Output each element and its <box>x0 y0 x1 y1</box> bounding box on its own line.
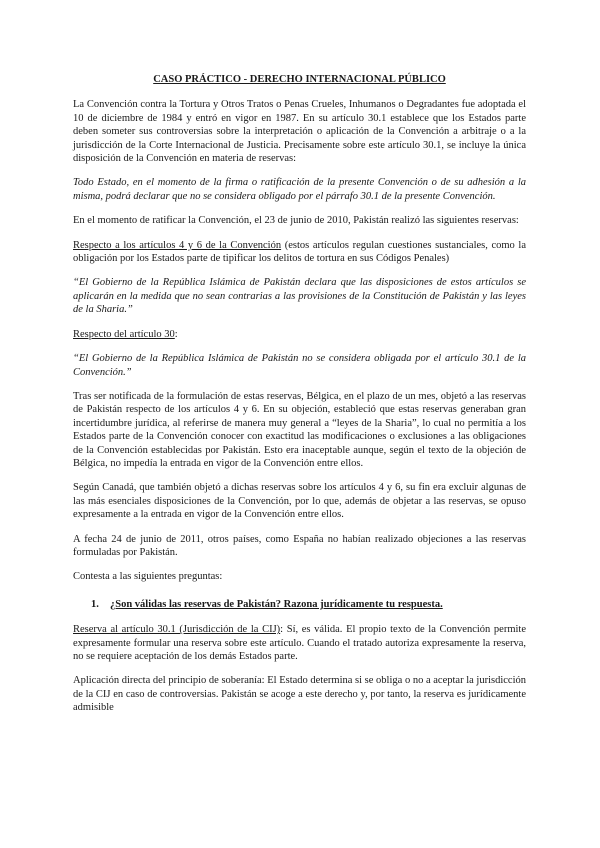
reserve2-colon: : <box>174 328 178 340</box>
question-1 <box>73 598 526 611</box>
reserve1-note: (estos artículos regulan cuestiones sustanciales, como la obligación por los Estados parte de tipificar los delitos de tortura en sus Códigos Penales) <box>73 239 526 265</box>
belgium-paragraph: Tras ser notificada de la formulación de estas reservas, Bélgica, en el plazo de un mes, objetó a las reservas de Pakistán respecto de los artículos 4 y 6. En su objeción, estableció que estas reservas generaban gran incertidumbre jurídica, al referirse de manera muy general a “leyes de la Sharia”, lo cual no permitía a los Estados parte de la Convención conocer con exactitud las modificaciones o exclusiones a las obligaciones de la Convención establecidas por Pakistán. Esto era inaceptable aunque, según el texto de la objeción de Bélgica, no impedía la entrada en vigor de la Convención entre ellos. <box>73 390 526 469</box>
reserve2-quote: “El Gobierno de la República Islámica de Pakistán no se considera obligada por el artículo 30.1 de la Convención.” <box>73 353 526 378</box>
document-title: CASO PRÁCTICO - DERECHO INTERNACIONAL PÚBLICO <box>153 74 446 85</box>
reserve2-paragraph <box>73 328 526 341</box>
date-paragraph: A fecha 24 de junio de 2011, otros países, como España no habían realizado objeciones a las reservas formuladas por Pakistán. <box>73 533 526 558</box>
answer-1-text: : Sí, es válida. El propio texto de la Convención permite expresamente formular una reserva sobre este artículo. Cuando el tratado autoriza expresamente la reserva, no se requiere aceptación de los demás Estados parte. <box>73 624 526 662</box>
reserve1-quote: “El Gobierno de la República Islámica de Pakistán declara que las disposiciones de estos artículos se aplicarán en la medida que no sean contrarias a las provisiones de la Constitución de Pakistán y las leyes de la Sharia.” <box>73 277 526 316</box>
question-1-number: 1. <box>91 598 99 610</box>
question-1-text: ¿Son válidas las reservas de Pakistán? Razona jurídicamente tu respuesta. <box>110 598 443 610</box>
article-quote: Todo Estado, en el momento de la firma o ratificación de la presente Convención o de su adhesión a la misma, podrá declarar que no se considera obligado por el párrafo 30.1 de la presente Convención. <box>73 177 526 202</box>
answer-1-paragraph <box>73 623 526 663</box>
intro-paragraph: La Convención contra la Tortura y Otros Tratos o Penas Crueles, Inhumanos o Degradantes fue adoptada el 10 de diciembre de 1984 y entró en vigor en 1987. En su artículo 30.1 establece que los Estados parte deben someter sus controversias sobre la interpretación o aplicación de la Convención a arbitraje o a la jurisdicción de la Corte Internacional de Justicia. Precisamente sobre este artículo 30.1, se incluye la única disposición de la Convención en materia de reservas: <box>73 99 526 165</box>
answer-2-paragraph: Aplicación directa del principio de soberanía: El Estado determina si se obliga o no a aceptar la jurisdicción de la CIJ en caso de controversias. Pakistán se acoge a este derecho y, por tanto, la reserva es jurídicamente admisible <box>73 675 526 714</box>
instruction-paragraph: Contesta a las siguientes preguntas: <box>73 571 223 583</box>
reserve1-heading: Respecto a los artículos 4 y 6 de la Convención <box>73 239 282 251</box>
ratification-paragraph: En el momento de ratificar la Convención, el 23 de junio de 2010, Pakistán realizó las siguientes reservas: <box>73 215 519 227</box>
answer-1-lead: Reserva al artículo 30.1 (Jurisdicción de la CIJ) <box>73 624 281 636</box>
document-body <box>73 73 526 726</box>
canada-paragraph: Según Canadá, que también objetó a dichas reservas sobre los artículos 4 y 6, su fin era excluir algunas de las más esenciales disposiciones de la Convención, por lo que, además de objetar a las reservas, se opuso expresamente a la entrada en vigor de la Convención entre ellos. <box>73 482 526 521</box>
reserve1-paragraph <box>73 239 526 266</box>
reserve2-heading: Respecto del artículo 30 <box>73 328 175 340</box>
